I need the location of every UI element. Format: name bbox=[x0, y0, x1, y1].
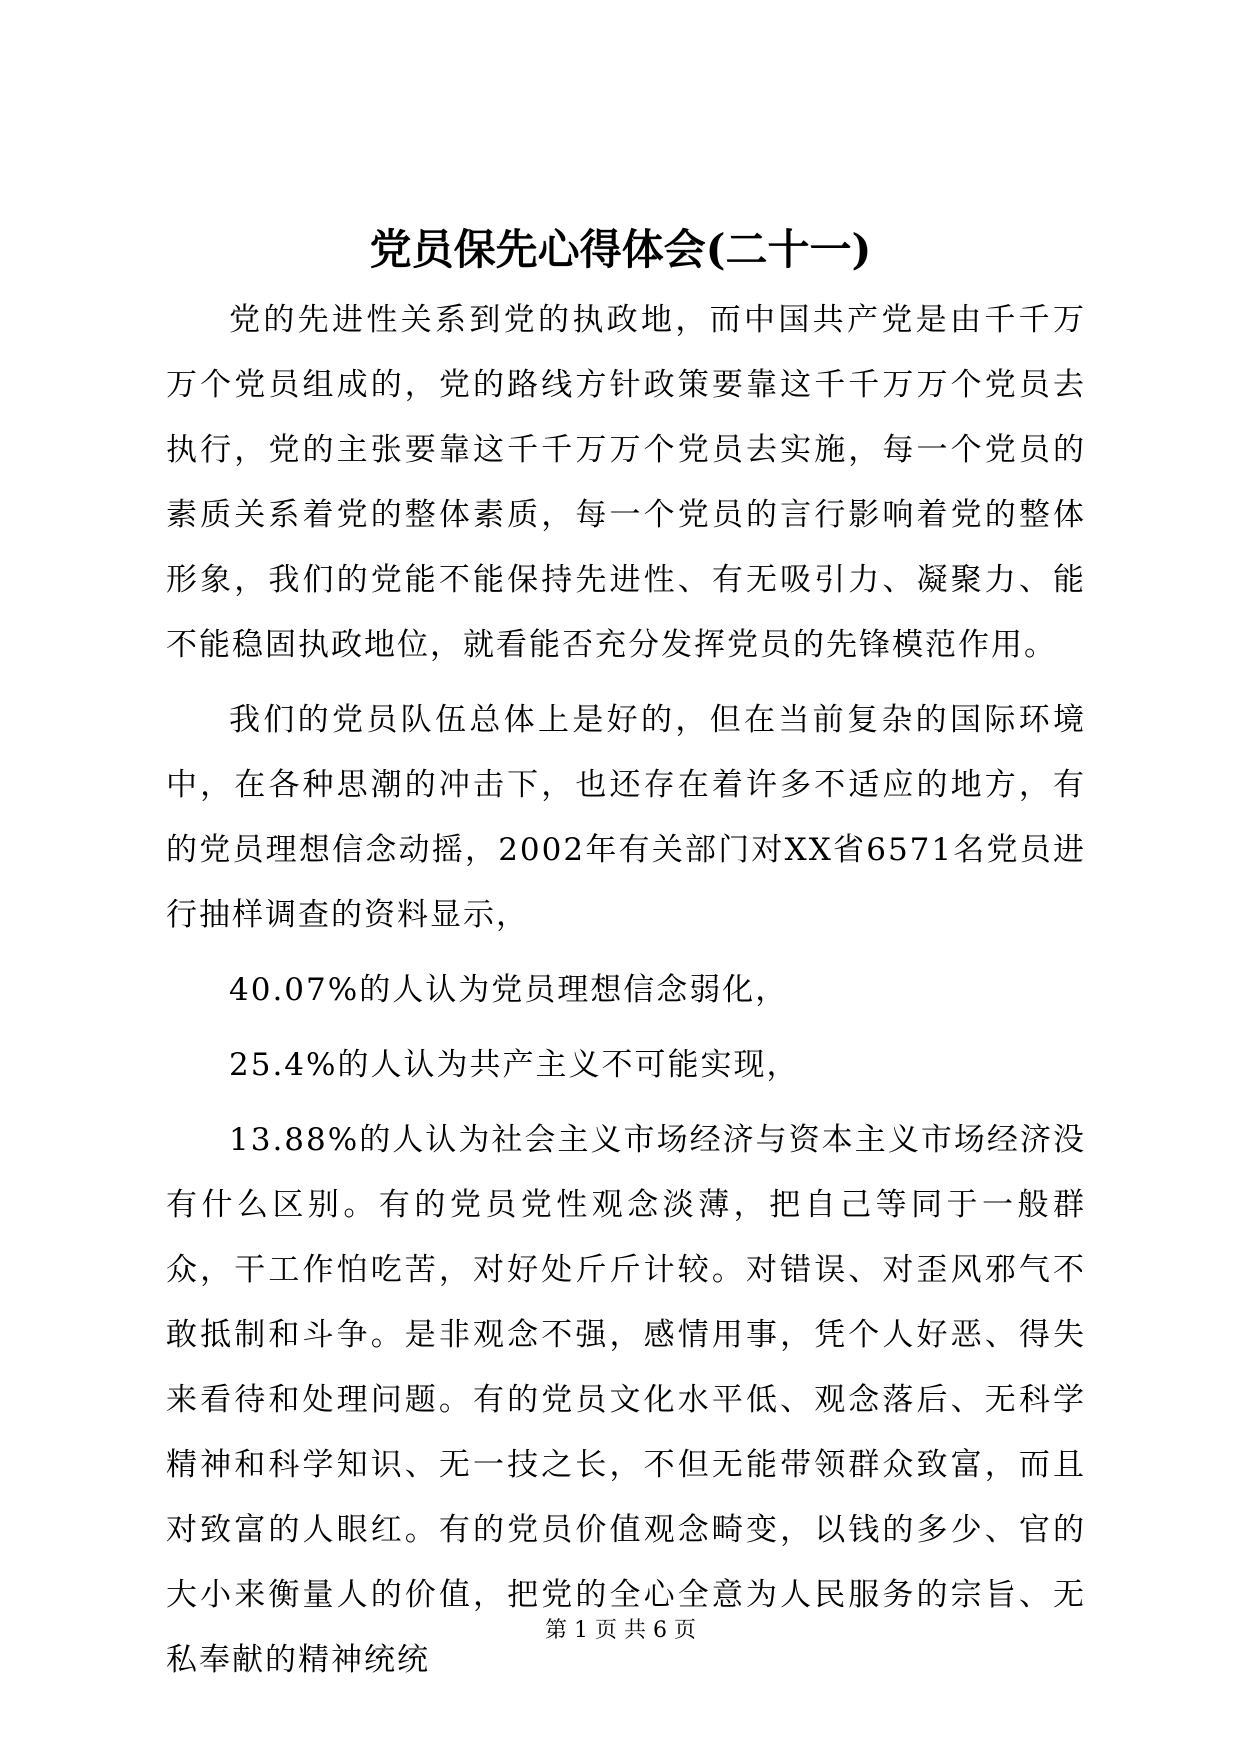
page-footer bbox=[0, 1616, 1241, 1646]
document-title: 党员保先心得体会(二十一) bbox=[369, 225, 872, 274]
paragraph-1: 党的先进性关系到党的执政地，而中国共产党是由千千万万个党员组成的，党的路线方针政策要靠这千千万万个党员去执行，党的主张要靠这千千万万个党员去实施，每一个党员的素质关系着党的整体素质，每一个党员的言行影响着党的整体形象，我们的党能不能保持先进性、有无吸引力、凝聚力、能不能稳固执政地位，就看能否充分发挥党员的先锋模范作用。 bbox=[166, 302, 1086, 663]
paragraph-2: 我们的党员队伍总体上是好的，但在当前复杂的国际环境中，在各种思潮的冲击下，也还存在着许多不适应的地方，有的党员理想信念动摇，2002年有关部门对XX省6571名党员进行抽样调查的资料显示， bbox=[166, 702, 1086, 933]
document-body bbox=[166, 288, 1086, 1693]
page-number: 第 1 页 bbox=[545, 1618, 617, 1643]
page-total: 共 6 页 bbox=[624, 1618, 696, 1643]
paragraph-3: 40.07%的人认为党员理想信念弱化， bbox=[229, 972, 789, 1008]
paragraph-5: 13.88%的人认为社会主义市场经济与资本主义市场经济没有什么区别。有的党员党性观念淡薄，把自己等同于一般群众，干工作怕吃苦，对好处斤斤计较。对错误、对歪风邪气不敢抵制和斗争。是非观念不强，感情用事，凭个人好恶、得失来看待和处理问题。有的党员文化水平低、观念落后、无科学精神和科学知识、无一技之长，不但无能带领群众致富，而且对致富的人眼红。有的党员价值观念畸变，以钱的多少、官的大小来衡量人的价值，把党的全心全意为人民服务的宗旨、无私奉献的精神统统 bbox=[166, 1122, 1086, 1678]
paragraph-4: 25.4%的人认为共产主义不可能实现， bbox=[229, 1047, 800, 1083]
